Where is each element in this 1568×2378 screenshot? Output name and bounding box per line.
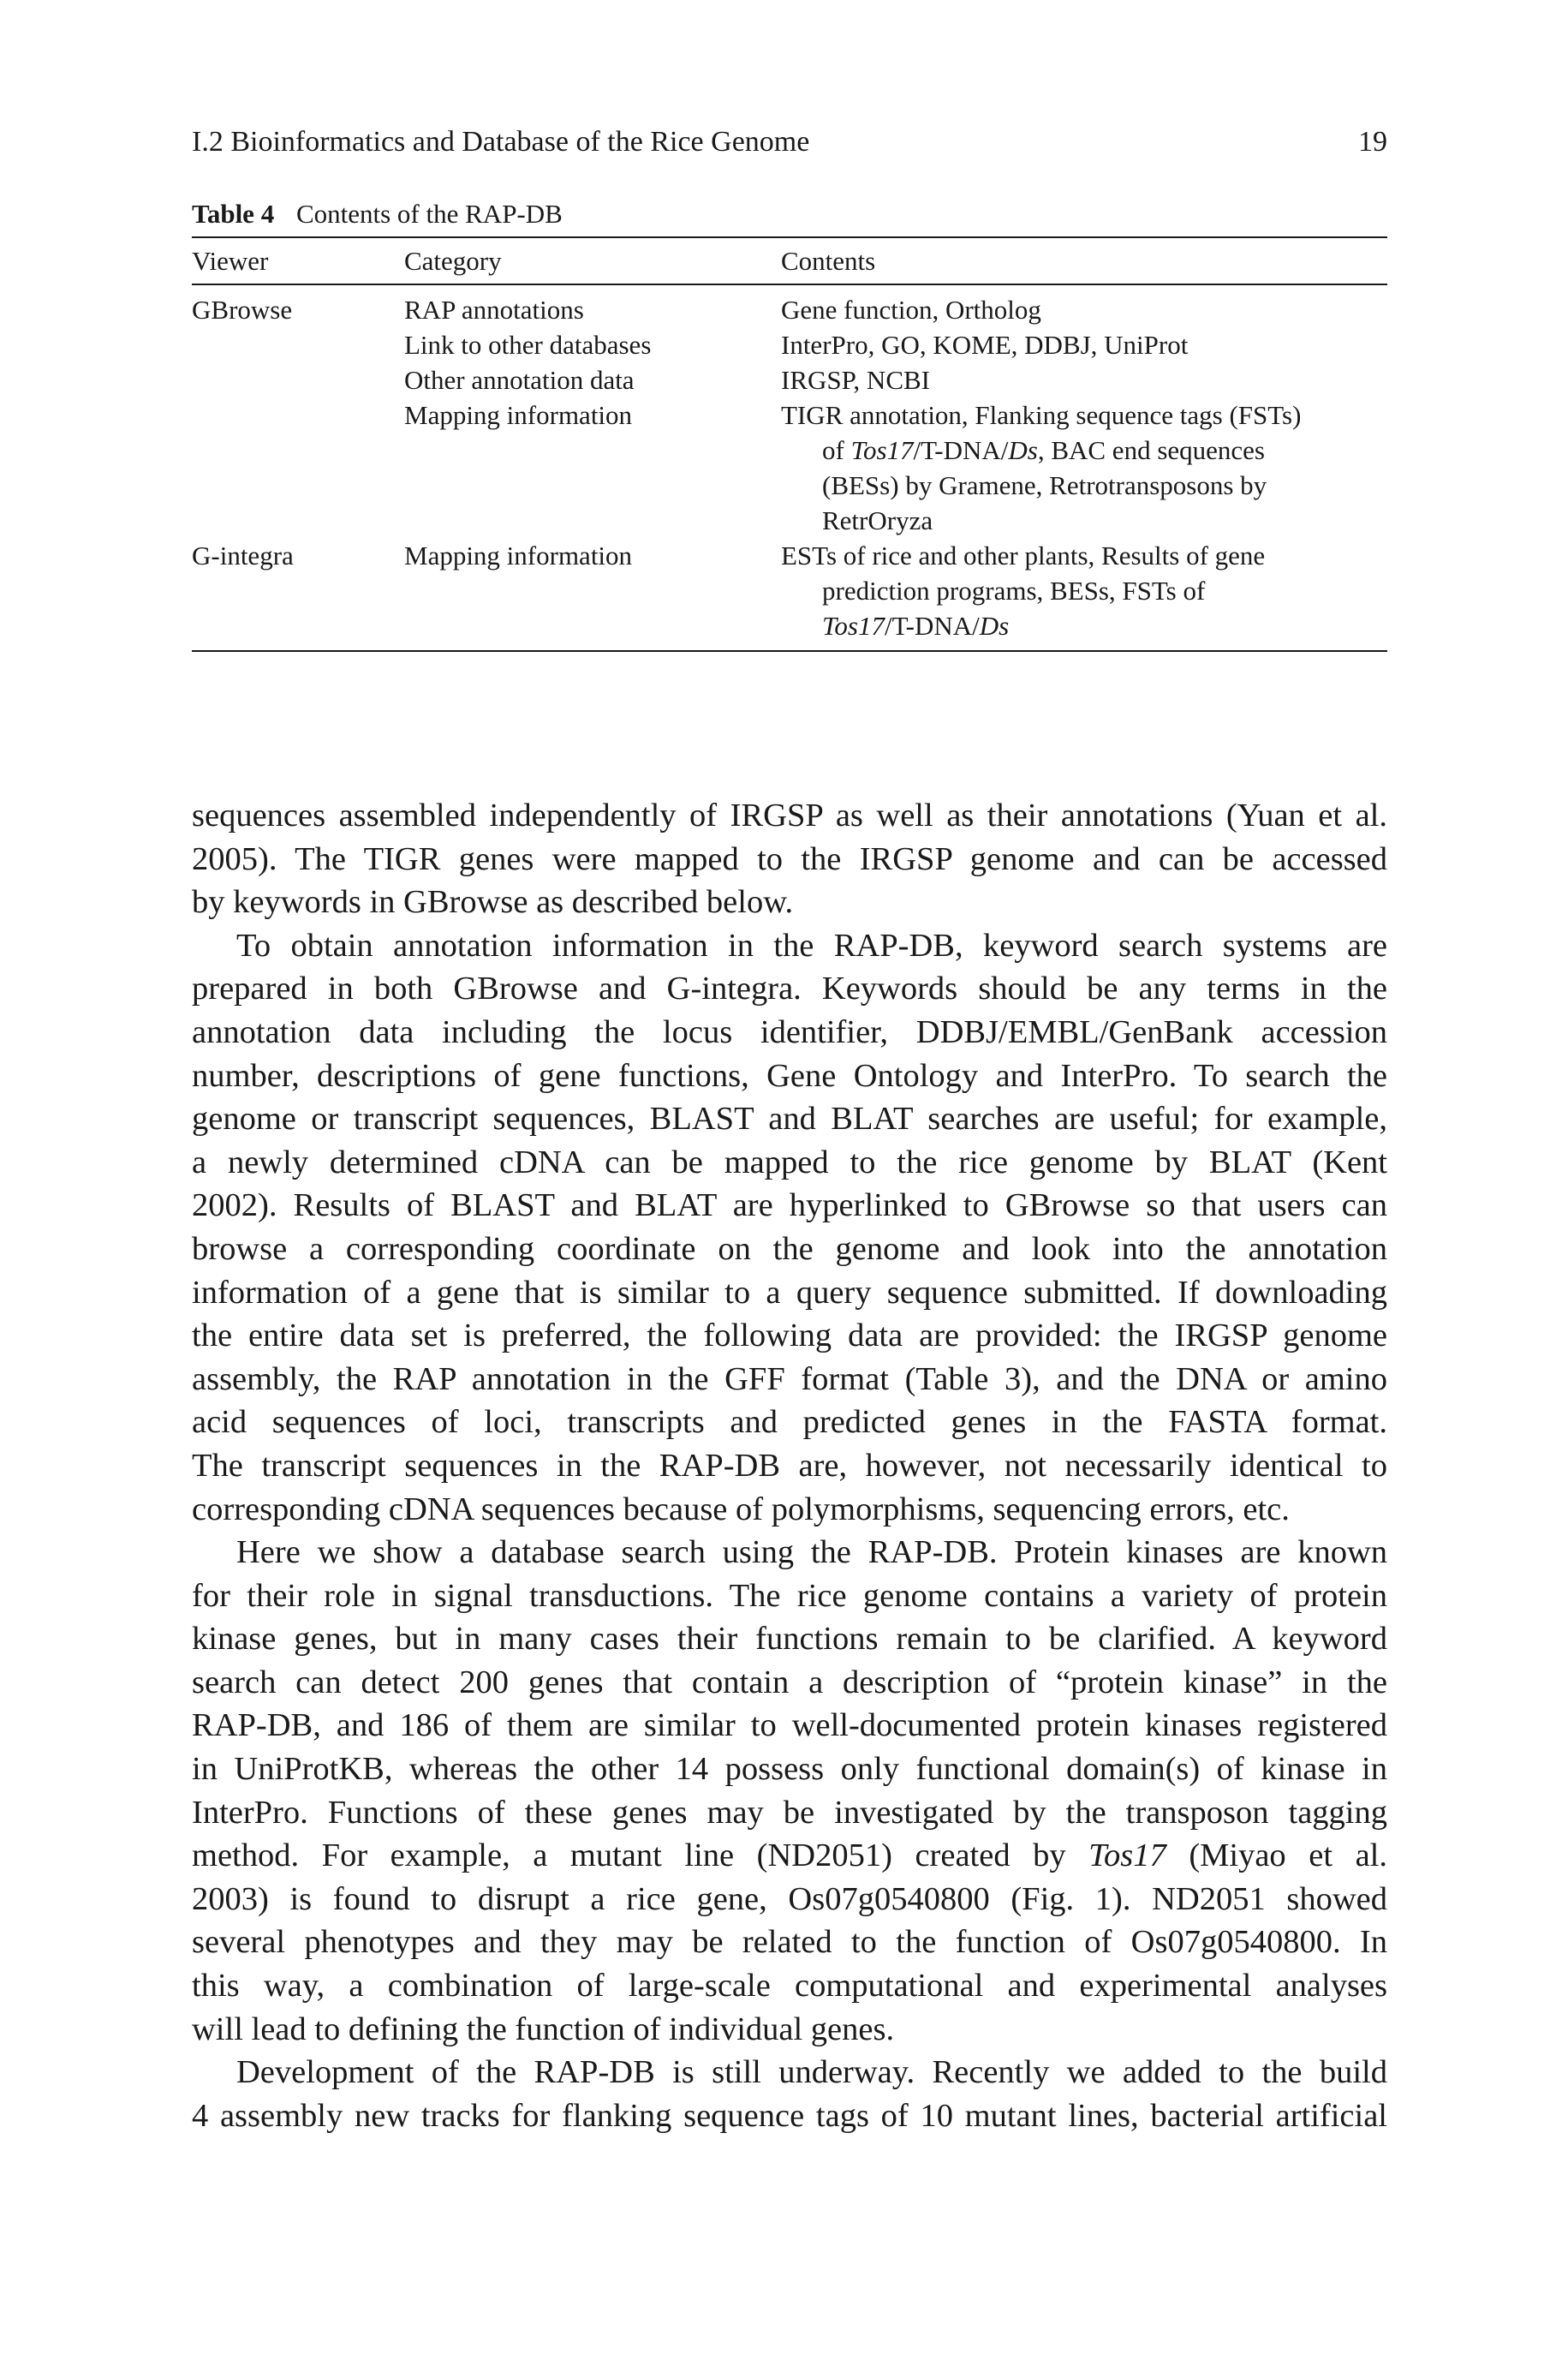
text-line: Here we show a database search using the RAP-DB. Protein kinases are known — [236, 1534, 1387, 1571]
text-line: browse a corresponding coordinate on the genome and look into the annotation — [192, 1230, 1387, 1267]
text-line: search can detect 200 genes that contain a description of “protein kinase” in the — [192, 1664, 1387, 1700]
text-line: assembly, the RAP annotation in the GFF format (Table 3), and the DNA or amino — [192, 1360, 1387, 1397]
cell-viewer — [192, 362, 404, 397]
text-line: by keywords in GBrowse as described below. — [192, 884, 794, 921]
cell-contents — [781, 362, 1387, 397]
text-line: The transcript sequences in the RAP-DB are, however, not necessarily identical to — [192, 1447, 1387, 1484]
text-line: method. For example, a mutant line (ND2051) created by Tos17 (Miyao et al. — [192, 1837, 1387, 1874]
text-line: To obtain annotation information in the RAP-DB, keyword search systems are — [236, 927, 1387, 964]
running-title: I.2 Bioinformatics and Database of the Rice Genome — [192, 126, 810, 158]
contents-line: ESTs of rice and other plants, Results of gene — [781, 541, 1266, 571]
cell-contents — [781, 327, 1387, 362]
text-line: genome or transcript sequences, BLAST and BLAT searches are useful; for example, — [192, 1101, 1387, 1138]
table-caption — [192, 195, 1387, 233]
text-line: corresponding cDNA sequences because of polymorphisms, sequencing errors, etc. — [192, 1491, 1290, 1527]
body-text — [192, 794, 1387, 2137]
contents-line: of Tos17/T-DNA/Ds, BAC end sequences — [822, 435, 1265, 465]
text-line: acid sequences of loci, transcripts and predicted genes in the FASTA format. — [192, 1404, 1387, 1441]
contents-table — [192, 236, 1387, 652]
text-line: several phenotypes and they may be related to the function of Os07g0540800. In — [192, 1924, 1387, 1961]
column-header-contents: Contents — [781, 246, 876, 276]
table-header-row — [192, 237, 1387, 284]
paragraph — [192, 794, 1387, 924]
text-line: this way, a combination of large-scale computational and experimental analyses — [192, 1968, 1387, 2005]
column-header-category: Category — [404, 246, 502, 276]
paragraph — [192, 924, 1387, 1531]
text-line: RAP-DB, and 186 of them are similar to well-documented protein kinases registered — [192, 1707, 1387, 1744]
cell-category: Link to other databases — [404, 330, 652, 360]
cell-viewer — [192, 397, 404, 538]
text-line: Development of the RAP-DB is still underway. Recently we added to the build — [236, 2054, 1387, 2091]
contents-line: TIGR annotation, Flanking sequence tags (FSTs) — [781, 400, 1302, 430]
cell-contents — [781, 538, 1387, 651]
text-line: 2005). The TIGR genes were mapped to the IRGSP genome and can be accessed — [192, 840, 1387, 877]
text-line: in UniProtKB, whereas the other 14 possess only functional domain(s) of kinase in — [192, 1751, 1387, 1788]
cell-contents — [781, 397, 1387, 538]
contents-line: IRGSP, NCBI — [781, 365, 930, 395]
text-line: annotation data including the locus identifier, DDBJ/EMBL/GenBank accession — [192, 1013, 1387, 1050]
cell-viewer: G-integra — [192, 541, 294, 571]
contents-line: RetrOryza — [822, 505, 933, 535]
cell-viewer: GBrowse — [192, 295, 293, 325]
text-line: number, descriptions of gene functions, Gene Ontology and InterPro. To search the — [192, 1057, 1387, 1094]
text-line: information of a gene that is similar to a query sequence submitted. If downloading — [192, 1274, 1387, 1311]
text-line: prepared in both GBrowse and G-integra. Keywords should be any terms in the — [192, 971, 1387, 1007]
page-number: 19 — [1358, 126, 1387, 158]
cell-contents — [781, 284, 1387, 327]
contents-line: Gene function, Ortholog — [781, 295, 1041, 325]
text-line: sequences assembled independently of IRGSP as well as their annotations (Yuan et al. — [192, 798, 1387, 833]
book-page — [192, 120, 1387, 2137]
text-line: 2003) is found to disrupt a rice gene, Os07g0540800 (Fig. 1). ND2051 showed — [192, 1880, 1387, 1917]
cell-category: Other annotation data — [404, 365, 635, 395]
column-header-viewer: Viewer — [192, 246, 269, 276]
contents-line: prediction programs, BESs, FSTs of — [822, 576, 1206, 606]
table-row — [192, 538, 1387, 651]
paragraph — [192, 2051, 1387, 2137]
contents-line: Tos17/T-DNA/Ds — [822, 611, 1010, 641]
cell-category: Mapping information — [404, 400, 633, 430]
contents-line: (BESs) by Gramene, Retrotransposons by — [822, 470, 1267, 500]
table-label: Table 4 — [192, 199, 275, 229]
paragraph — [192, 1531, 1387, 2051]
text-line: will lead to defining the function of individual genes. — [192, 2011, 895, 2047]
text-line: the entire data set is preferred, the following data are provided: the IRGSP genome — [192, 1317, 1387, 1354]
cell-category: RAP annotations — [404, 295, 584, 325]
cell-viewer — [192, 327, 404, 362]
text-line: for their role in signal transductions. The rice genome contains a variety of protein — [192, 1577, 1387, 1614]
text-line: kinase genes, but in many cases their functions remain to be clarified. A keyword — [192, 1621, 1387, 1658]
text-line: 2002). Results of BLAST and BLAT are hyperlinked to GBrowse so that users can — [192, 1187, 1387, 1224]
table-row — [192, 327, 1387, 362]
contents-line: InterPro, GO, KOME, DDBJ, UniProt — [781, 330, 1189, 360]
table-row — [192, 362, 1387, 397]
table-row — [192, 284, 1387, 327]
text-line: 4 assembly new tracks for flanking sequence tags of 10 mutant lines, bacterial artificial — [192, 2097, 1387, 2134]
cell-category: Mapping information — [404, 541, 633, 571]
text-line: a newly determined cDNA can be mapped to the rice genome by BLAT (Kent — [192, 1144, 1387, 1180]
table-row — [192, 397, 1387, 538]
running-header — [192, 120, 1387, 164]
table-title: Contents of the RAP-DB — [295, 199, 563, 229]
text-line: InterPro. Functions of these genes may be investigated by the transposon tagging — [192, 1794, 1387, 1831]
